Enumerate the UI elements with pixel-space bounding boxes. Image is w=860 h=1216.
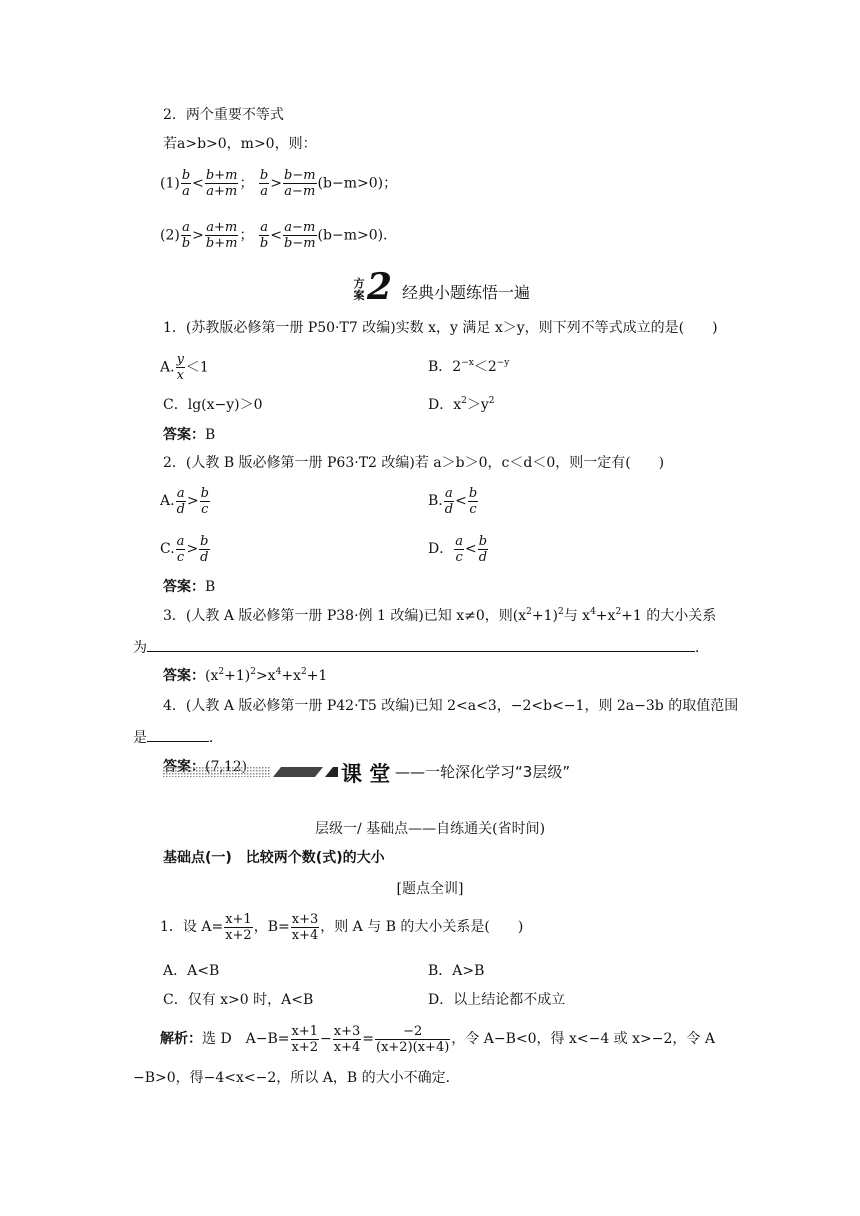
banner-label: 方案 (353, 277, 365, 302)
inequality-line-2: (2) $\frac{a}{b}$ > $\frac{a+m}{b+m}$ ； $\frac{a}{b}$ < $\frac{a-m}{b-m}$ (b−m>0)． (160, 220, 398, 251)
p1-solution-line2: −B>0，得−4<x<−2，所以 A，B 的大小不确定． (133, 1070, 460, 1086)
condition-line: 若a>b>0，m>0，则： (163, 136, 317, 152)
section-banner (352, 266, 552, 308)
q2-option-c: C. $\frac{a}{c}$ > $\frac{b}{d}$ (160, 533, 209, 565)
section-heading: 2．两个重要不等式 (163, 107, 284, 123)
question-4-stem: 4．(人教 A 版必修第一册 P42·T5 改编)已知 2<a<3，−2<b<−1，则 2a−3b 的取值范围 (163, 698, 739, 714)
q2-answer: 答案：B (163, 579, 216, 595)
banner-number: 2 (367, 266, 393, 308)
ketang-banner (163, 758, 723, 786)
basic-point-heading: 基础点(一) 比较两个数(式)的大小 (163, 850, 385, 866)
q3-answer: 答案：$(x^2+1)^2>x^4+x^2+1$ (163, 667, 328, 684)
q1-option-a: A. $\frac{y}{x}$ ＜1 (160, 352, 209, 383)
q2-option-a: A. $\frac{a}{d}$ > $\frac{b}{c}$ (160, 485, 209, 517)
practice-1-stem: 1．设 A= $\frac{x+1}{x+2}$ ，B= $\frac{x+3}{x+4}$ ，则 A 与 B 的大小关系是( ) (160, 911, 524, 943)
question-4-line2: 是 ． (133, 727, 223, 748)
p1-option-d: D．以上结论都不成立 (428, 992, 566, 1008)
p1-solution: 解析：选 D A−B= $\frac{x+1}{x+2}$ − $\frac{x+3}{x+4}$ = $\frac{-2}{(x+2)(x+4)}$ ，令 A−B<0，得 x<−4 或 x>−2，令 A (160, 1023, 715, 1055)
p1-option-b: B．A>B (428, 963, 485, 979)
answer-blank[interactable] (147, 727, 209, 742)
inequality-line-1: (1) $\frac{b}{a}$ < $\frac{b+m}{a+m}$ ； $\frac{b}{a}$ > $\frac{b-m}{a-m}$ (b−m>0)； (160, 168, 398, 199)
q1-option-d: D．$x^2>y^2$ (428, 396, 495, 413)
banner-title: 经典小题练悟一遍 (402, 283, 531, 302)
q2-option-b: B. $\frac{a}{d}$ < $\frac{b}{c}$ (428, 485, 478, 517)
question-1-stem: 1．(苏教版必修第一册 P50·T7 改编)实数 x，y 满足 x＞y，则下列不等式成立的是( ) (163, 320, 718, 336)
practice-label: [题点全训] (396, 881, 464, 897)
q2-option-d: D． $\frac{a}{c}$ < $\frac{b}{d}$ (428, 533, 488, 565)
question-2-stem: 2．(人教 B 版必修第一册 P63·T2 改编)若 a＞b＞0，c＜d＜0，则一定有( ) (163, 455, 665, 471)
banner-stripe-decoration (163, 758, 338, 786)
q1-answer: 答案：B (163, 427, 216, 443)
q1-option-c: C．lg(x−y)＞0 (163, 397, 263, 413)
q1-option-b: B．$2^{-x}<2^{-y}$ (428, 358, 510, 375)
answer-blank[interactable] (147, 637, 695, 652)
p1-option-a: A．A<B (163, 963, 220, 979)
question-3-line2: 为 ． (133, 637, 709, 658)
p1-option-c: C．仅有 x>0 时，A<B (163, 992, 314, 1008)
question-3-stem: 3．(人教 A 版必修第一册 P38·例 1 改编)已知 x≠0，则$(x^2+1)^2$与 $x^4+x^2+1$ 的大小关系 (163, 607, 717, 624)
ketang-subtitle: ——一轮深化学习“3层级” (395, 763, 571, 781)
ketang-title: 课 堂 (341, 762, 391, 786)
level-heading: 层级一/ 基础点——自练通关(省时间) (314, 821, 546, 837)
